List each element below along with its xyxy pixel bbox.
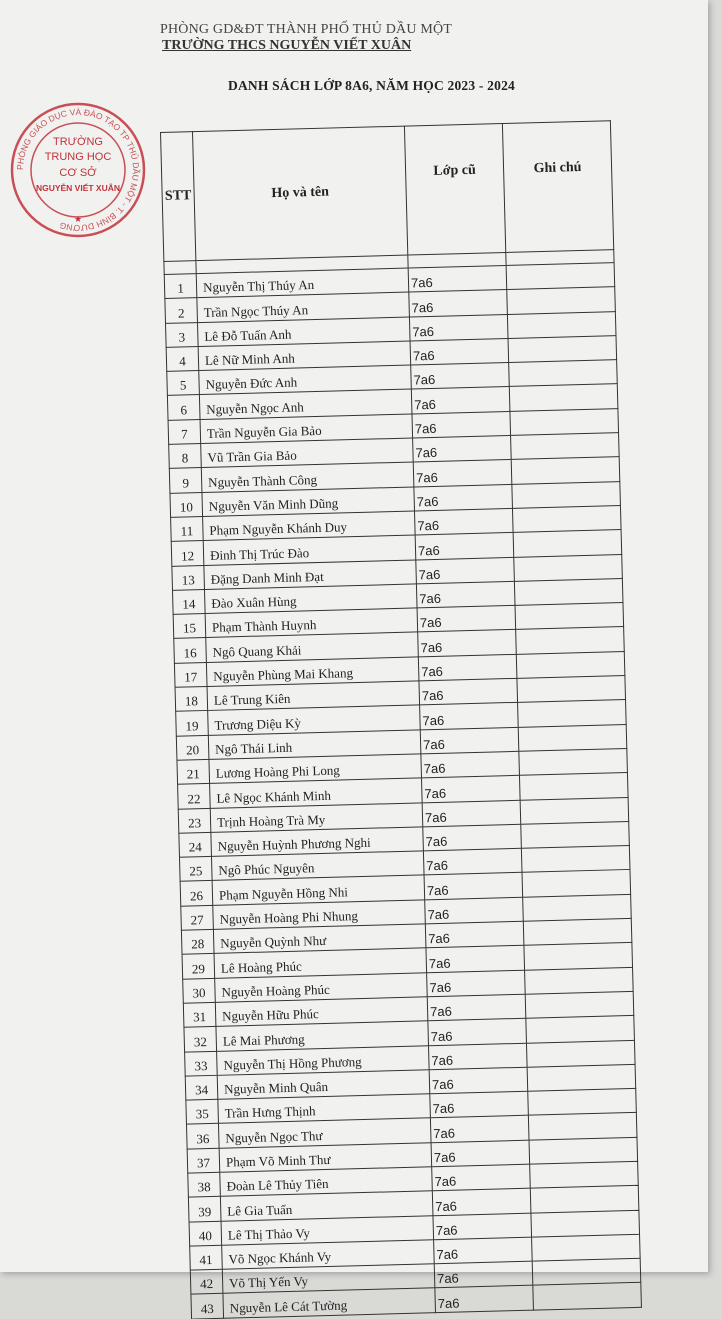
note-cell [516,651,625,678]
stt-cell: 41 [190,1245,223,1270]
student-name-cell: Ngô Quang Khải [206,632,419,662]
school-seal-stamp [8,100,148,240]
stt-cell: 35 [186,1099,219,1124]
note-cell [508,336,617,363]
note-cell [519,748,628,775]
old-class-cell: 7a6 [435,1286,534,1313]
stt-cell: 11 [171,516,204,541]
stt-cell: 8 [169,444,202,469]
note-cell [529,1137,638,1164]
old-class-cell: 7a6 [433,1213,532,1240]
stt-cell: 29 [182,954,215,979]
student-name-cell: Nguyễn Lê Cát Tường [223,1288,436,1318]
stt-cell: 39 [188,1197,221,1222]
old-class-cell: 7a6 [422,800,521,827]
stt-cell: 9 [169,468,202,493]
old-class-cell: 7a6 [434,1237,533,1264]
student-name-cell: Phạm Nguyễn Khánh Duy [203,511,416,541]
stt-cell: 24 [179,832,212,857]
stt-cell: 27 [181,905,214,930]
stt-cell: 7 [168,419,201,444]
student-name-cell: Lương Hoàng Phi Long [209,754,422,784]
old-class-cell: 7a6 [430,1116,529,1143]
stt-cell: 30 [183,978,216,1003]
stt-cell: 40 [189,1221,222,1246]
student-name-cell: Trần Ngọc Thúy An [197,292,410,322]
student-name-cell: Lê Đỗ Tuấn Anh [197,317,410,347]
student-name-cell: Nguyễn Hoàng Phúc [215,972,428,1002]
old-class-cell: 7a6 [409,290,508,317]
old-class-cell: 7a6 [413,436,512,463]
stt-cell: 1 [164,274,197,299]
note-cell [512,481,621,508]
student-name-cell: Nguyễn Văn Minh Dũng [202,487,415,517]
old-class-cell: 7a6 [428,1018,527,1045]
stamp-star-icon: ★ [73,214,83,224]
old-class-cell: 7a6 [420,703,519,730]
document-title: DANH SÁCH LỚP 8A6, NĂM HỌC 2023 - 2024 [228,78,515,93]
old-class-cell: 7a6 [432,1188,531,1215]
stt-cell: 6 [167,395,200,420]
note-cell [528,1088,637,1115]
stamp-line-1: TRƯỜNG [53,136,103,148]
student-name-cell: Phạm Thành Huynh [205,608,418,638]
note-cell [523,918,632,945]
stt-cell: 3 [166,322,199,347]
old-class-cell: 7a6 [425,921,524,948]
note-cell [520,797,629,824]
student-name-cell: Phạm Võ Minh Thư [219,1142,432,1172]
note-cell [522,870,631,897]
old-class-cell: 7a6 [409,314,508,341]
note-cell [526,1016,635,1043]
note-cell [511,433,620,460]
stt-cell: 43 [191,1294,224,1319]
student-name-cell: Nguyễn Thị Hồng Phương [217,1045,430,1075]
stt-cell: 22 [178,784,211,809]
note-cell [510,408,619,435]
stt-cell: 14 [172,589,205,614]
stt-cell: 19 [176,711,209,736]
note-cell [521,821,630,848]
student-name-cell: Võ Thị Yến Vy [222,1264,435,1294]
student-name-cell: Ngô Thái Linh [208,730,421,760]
old-class-cell: 7a6 [415,508,514,535]
stt-cell: 32 [184,1027,217,1052]
student-name-cell: Đinh Thị Trúc Đào [203,535,416,565]
student-name-cell: Nguyễn Hữu Phúc [215,997,428,1027]
old-class-cell: 7a6 [412,411,511,438]
old-class-cell: 7a6 [416,557,515,584]
old-class-cell: 7a6 [426,946,525,973]
stt-cell: 5 [167,371,200,396]
note-cell [509,384,618,411]
column-header-stt: STT [161,132,196,262]
student-name-cell: Nguyễn Thị Thúy An [196,268,409,298]
old-class-cell: 7a6 [423,848,522,875]
note-cell [507,311,616,338]
stt-cell: 34 [185,1075,218,1100]
old-class-cell: 7a6 [434,1261,533,1288]
old-class-cell: 7a6 [422,776,521,803]
note-cell [516,627,625,654]
stt-cell: 17 [174,662,207,687]
stt-cell: 4 [166,346,199,371]
old-class-cell: 7a6 [429,1067,528,1094]
old-class-cell: 7a6 [411,363,510,390]
old-class-cell: 7a6 [427,970,526,997]
student-name-cell: Nguyễn Huỳnh Phương Nghi [211,827,424,857]
stt-cell: 21 [177,759,210,784]
note-cell [518,700,627,727]
stamp-line-3: CƠ SỞ [59,167,97,179]
stt-cell: 2 [165,298,198,323]
note-cell [521,846,630,873]
student-name-cell: Phạm Nguyễn Hồng Nhi [212,875,425,905]
note-cell [531,1210,640,1237]
student-name-cell: Đặng Danh Minh Đạt [204,560,417,590]
old-class-cell: 7a6 [423,824,522,851]
note-cell [524,943,633,970]
note-cell [519,773,628,800]
old-class-cell: 7a6 [432,1164,531,1191]
student-name-cell: Đào Xuân Hùng [204,584,417,614]
column-header-old-class: Lớp cũ [404,124,505,256]
student-name-cell: Lê Ngọc Khánh Minh [210,778,423,808]
stamp-ring-text: PHÒNG GIÁO DỤC VÀ ĐÀO TẠO TP THỦ DẦU MỘT - T. BÌNH DƯƠNG [14,106,142,234]
school-name: TRƯỜNG THCS NGUYỄN VIẾT XUÂN [162,38,412,53]
note-cell [514,578,623,605]
old-class-cell: 7a6 [419,678,518,705]
old-class-cell: 7a6 [427,994,526,1021]
note-cell [532,1258,641,1285]
old-class-cell: 7a6 [416,581,515,608]
student-name-cell: Lê Thị Thảo Vy [221,1215,434,1245]
stamp-line-4: NGUYỄN VIẾT XUÂN [35,183,121,193]
student-name-cell: Đoàn Lê Thủy Tiên [220,1167,433,1197]
stt-cell: 31 [183,1002,216,1027]
column-header-name: Họ và tên [193,126,408,261]
student-name-cell: Lê Nữ Minh Anh [198,341,411,371]
note-cell [532,1234,641,1261]
student-name-cell: Trương Diệu Kỳ [208,705,421,735]
old-class-cell: 7a6 [417,606,516,633]
stt-cell: 26 [180,881,213,906]
student-name-cell: Võ Ngọc Khánh Vy [222,1240,435,1270]
student-name-cell: Nguyễn Đức Anh [199,365,412,395]
old-class-cell: 7a6 [430,1091,529,1118]
note-cell [517,676,626,703]
note-cell [527,1064,636,1091]
student-name-cell: Nguyễn Hoàng Phi Nhung [213,900,426,930]
old-class-cell: 7a6 [428,1043,527,1070]
stt-cell: 42 [190,1269,223,1294]
note-cell [507,287,616,314]
stt-cell: 25 [179,857,212,882]
stt-cell: 13 [172,565,205,590]
column-header-note: Ghi chú [502,121,613,253]
old-class-cell: 7a6 [425,897,524,924]
student-name-cell: Nguyễn Ngọc Anh [199,389,412,419]
note-cell [518,724,627,751]
stt-cell: 28 [181,929,214,954]
student-name-cell: Trần Nguyễn Gia Bảo [200,414,413,444]
table-body [164,250,642,1319]
spacer-cell [164,261,196,275]
note-cell [512,506,621,533]
student-name-cell: Lê Hoàng Phúc [214,948,427,978]
note-cell [509,360,618,387]
old-class-cell: 7a6 [418,630,517,657]
student-name-cell: Nguyễn Phùng Mai Khang [206,657,419,687]
stt-cell: 20 [176,735,209,760]
note-cell [530,1161,639,1188]
note-cell [506,263,615,290]
student-name-cell: Nguyễn Minh Quân [217,1070,430,1100]
note-cell [525,991,634,1018]
student-name-cell: Nguyễn Thành Công [201,462,414,492]
stt-cell: 33 [185,1051,218,1076]
student-name-cell: Trịnh Hoàng Trà My [210,802,423,832]
stt-cell: 36 [186,1124,219,1149]
stt-cell: 38 [188,1172,221,1197]
old-class-cell: 7a6 [408,265,507,292]
old-class-cell: 7a6 [418,654,517,681]
student-name-cell: Lê Gia Tuấn [220,1191,433,1221]
note-cell [523,894,632,921]
old-class-cell: 7a6 [421,751,520,778]
stt-cell: 16 [174,638,207,663]
student-name-cell: Nguyễn Quỳnh Như [213,924,426,954]
old-class-cell: 7a6 [431,1140,530,1167]
student-name-cell: Nguyễn Ngọc Thư [218,1118,431,1148]
note-cell [513,530,622,557]
class-list-table [160,120,642,1319]
student-name-cell: Lê Mai Phương [216,1021,429,1051]
student-name-cell: Vũ Trần Gia Bảo [201,438,414,468]
note-cell [528,1113,637,1140]
note-cell [530,1186,639,1213]
stamp-line-2: TRUNG HỌC [44,151,112,163]
old-class-cell: 7a6 [415,533,514,560]
stt-cell: 10 [170,492,203,517]
note-cell [515,603,624,630]
old-class-cell: 7a6 [413,460,512,487]
student-name-cell: Ngô Phúc Nguyên [211,851,424,881]
student-name-cell: Trần Hưng Thịnh [218,1094,431,1124]
department-name: PHÒNG GD&ĐT THÀNH PHỐ THỦ DẦU MỘT [160,22,453,37]
old-class-cell: 7a6 [424,873,523,900]
old-class-cell: 7a6 [420,727,519,754]
stt-cell: 18 [175,687,208,712]
note-cell [511,457,620,484]
old-class-cell: 7a6 [411,387,510,414]
stt-cell: 15 [173,614,206,639]
note-cell [526,1040,635,1067]
old-class-cell: 7a6 [414,484,513,511]
stt-cell: 23 [178,808,211,833]
stt-cell: 37 [187,1148,220,1173]
note-cell [533,1283,642,1310]
stt-cell: 12 [171,541,204,566]
note-cell [514,554,623,581]
old-class-cell: 7a6 [410,338,509,365]
note-cell [525,967,634,994]
student-name-cell: Lê Trung Kiên [207,681,420,711]
